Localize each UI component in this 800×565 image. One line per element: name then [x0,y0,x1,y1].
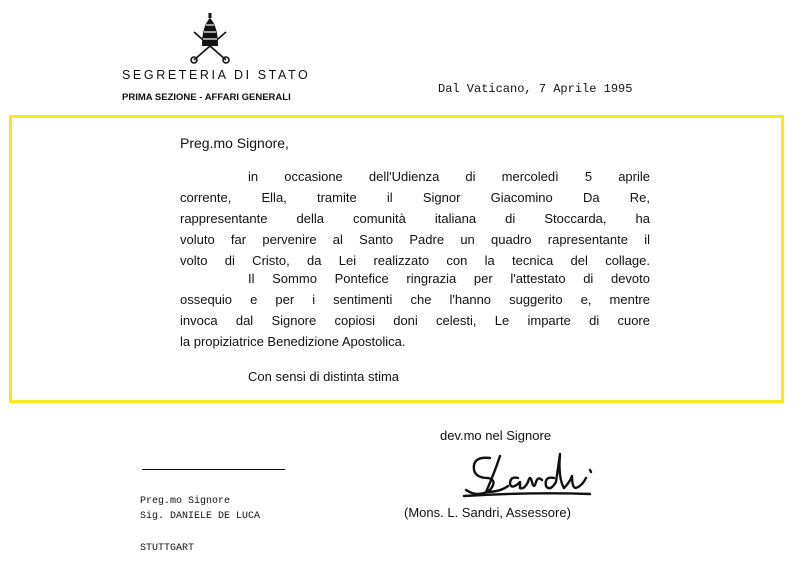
recipient-salutation: Preg.mo Signore [140,496,231,507]
letter-greeting: Preg.mo Signore, [180,135,289,151]
office-title: SEGRETERIA DI STATO [122,68,311,82]
papal-tiara-keys-icon [188,12,232,66]
office-section: PRIMA SEZIONE - AFFARI GENERALI [122,92,291,103]
paragraph-line: voluto far pervenire al Santo Padre un quadro rapresentante il [180,232,650,247]
divider-line [142,469,285,470]
paragraph-line: Il Sommo Pontefice ringrazia per l'attestato di devoto [248,271,650,286]
paragraph-line: rappresentante della comunità italiana di Stoccarda, ha [180,211,650,226]
signer-name: (Mons. L. Sandri, Assessore) [404,505,571,520]
valediction: dev.mo nel Signore [440,428,552,443]
paragraph-line: la propiziatrice Benedizione Apostolica. [180,334,406,349]
letter-paragraph-2 [180,268,650,352]
paragraph-line: in occasione dell'Udienza di mercoledì 5 aprile [248,169,650,184]
recipient-city: STUTTGART [140,543,195,554]
paragraph-line: volto di Cristo, da Lei realizzato con la tecnica del collage. [180,253,650,268]
letter-paragraph-1 [180,166,650,271]
paragraph-line: corrente, Ella, tramite il Signor Giacomino Da Re, [180,190,650,205]
letter-closing: Con sensi di distinta stima [248,369,400,384]
paragraph-line: invoca dal Signore copiosi doni celesti, Le imparte di cuore [180,313,650,328]
handwritten-signature [460,448,600,500]
recipient-name: Sig. DANIELE DE LUCA [140,511,261,522]
date-line: Dal Vaticano, 7 Aprile 1995 [438,82,633,96]
paragraph-line: ossequio e per i sentimenti che l'hanno suggerito e, mentre [180,292,650,307]
